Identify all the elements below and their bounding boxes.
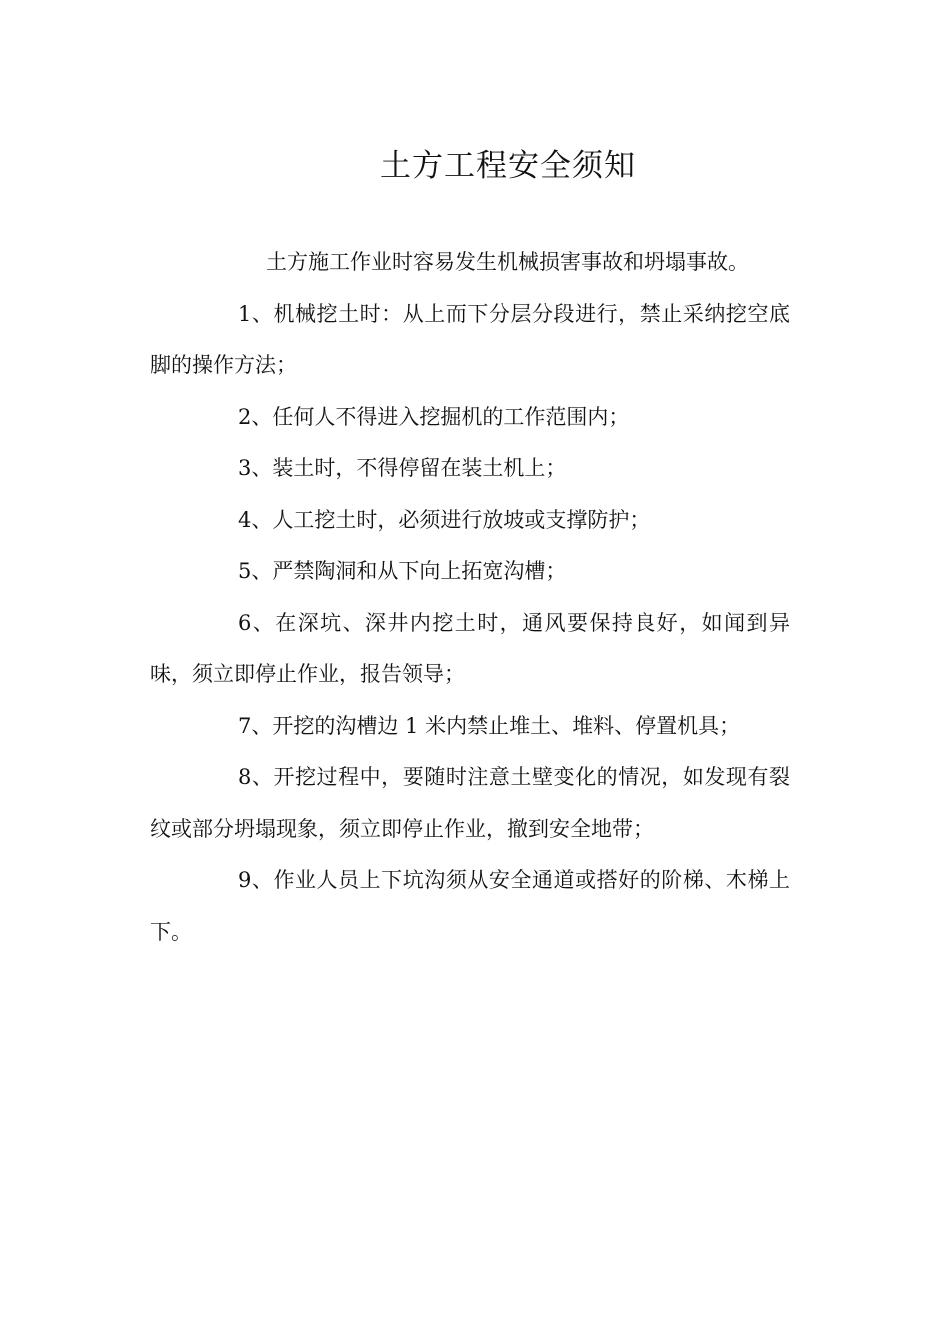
rule-item-6: 6、在深坑、深井内挖土时，通风要保持良好，如闻到异味，须立即停止作业，报告领导；	[150, 610, 790, 686]
document-title: 土方工程安全须知	[380, 147, 636, 184]
rule-item-3: 3、装土时，不得停留在装土机上；	[238, 456, 567, 480]
rule-item-9: 9、作业人员上下坑沟须从安全通道或搭好的阶梯、木梯上下。	[150, 868, 790, 944]
rule-item-5: 5、严禁陶洞和从下向上拓宽沟槽；	[238, 559, 567, 583]
document-body	[150, 237, 790, 958]
rule-item-7: 7、开挖的沟槽边 1 米内禁止堆土、堆料、停置机具；	[238, 713, 741, 738]
rule-item-4: 4、人工挖土时，必须进行放坡或支撑防护；	[238, 507, 651, 532]
rule-item-1: 1、机械挖土时：从上而下分层分段进行，禁止采纳挖空底脚的操作方法；	[150, 301, 790, 377]
rule-item-2: 2、任何人不得进入挖掘机的工作范围内；	[238, 404, 630, 429]
intro-paragraph: 土方施工作业时容易发生机械损害事故和坍塌事故。	[266, 250, 749, 274]
rule-item-8: 8、开挖过程中，要随时注意土壁变化的情况，如发现有裂纹或部分坍塌现象，须立即停止作业，撤到安全地带；	[150, 765, 790, 841]
